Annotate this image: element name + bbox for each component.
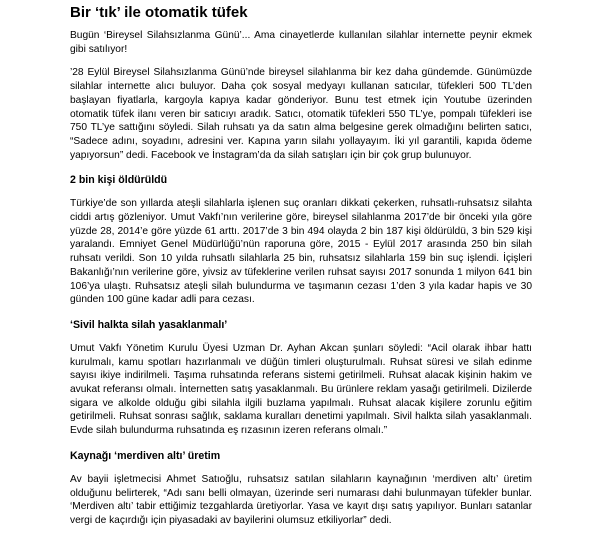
article-paragraph-1: ’28 Eylül Bireysel Silahsızlanma Günü’nde bireysel silahlanma bir kez daha gündemde. Günümüzde silahlar internette alıcı buluyor. Daha çok sosyal medyayı kullanan satıcılar, tüfekleri 500 TL’den başlayan fiyatlarla, kargoyla kapıya kadar gönderiyor. Bunu test etmek için Youtube üzerinden otomatik tüfek ilanı veren bir satıcıyı aradık. Satıcı, otomatik tüfekleri 550 TL’ye, pompalı tüfekleri ise 750 TL’ye sattığını söyledi. Silah ruhsatı ya da satın alma belgesine gerek olmadığını belirten satıcı, “Sadece adını, soyadını, adresini ver. Kapına yarın silahı yollayayım. İki yıl garantili, kapıda ödeme yapıyorsun” dedi. Facebook ve İnstagram’da da silah satışları için bir çok grup bulunuyor.	[70, 67, 532, 161]
section-heading-civilian-ban: ‘Sivil halkta silah yasaklanmalı’	[70, 318, 228, 331]
article-lead: Bugün ‘Bireysel Silahsızlanma Günü’... Ama cinayetlerde kullanılan silahlar internette peynir ekmek gibi satılıyor!	[70, 30, 532, 55]
article-paragraph-4: Av bayii işletmecisi Ahmet Satıoğlu, ruhsatsız satılan silahların kaynağının ‘merdiven altı’ üretim olduğunu belirterek, “Adı sanı belli olmayan, üzerinde seri numarası dahi bulunmayan tüfekler bunlar. ‘Merdiven altı’ tabir ettiğimiz tezgahlarda üretiyorlar. Yasa ve kayıt dışı satış yapılıyor. Bunları satanlar vergi de kaçırdığı için piyasadaki av bayilerini olumsuz etkiliyorlar” dedi.	[70, 473, 532, 526]
news-article	[70, 3, 532, 539]
section-heading-source: Kaynağı ‘merdiven altı’ üretim	[70, 449, 221, 462]
article-title: Bir ‘tık’ ile otomatik tüfek	[70, 4, 248, 21]
section-heading-casualties: 2 bin kişi öldürüldü	[70, 174, 168, 187]
article-paragraph-3: Umut Vakfı Yönetim Kurulu Üyesi Uzman Dr. Ayhan Akcan şunları söyledi: “Acil olarak ihbar hattı kurulmalı, kamu spotları hazırlanmalı ve düğün timleri oluşturulmalı. Ruhsat süresi ve silah edinme sayısı ikiye indirilmeli. Taşıma ruhsatında referans sistemi getirilmeli. Ruhsat alacak kişinin hakim ve avukat referansı olmalı. İnternetten satış yasaklanmalı. Bu ürünlere reklam yasağı getirilmeli. Dizilerde sigara ve alkolde olduğu gibi silahla ilgili buzlama yapılmalı. Ruhsat alacak kişilere zorunlu eğitim getirilmeli. Ruhsat sonrası sağlık, saklama kuralları denetimi yapılmalı. Sivil halkta silah yasaklanmalı. Evde silah bulundurma ruhsatında eş rızasının izeren referans olmalı.”	[70, 342, 532, 437]
article-paragraph-2: Türkiye’de son yıllarda ateşli silahlarla işlenen suç oranları dikkati çekerken, ruhsatlı-ruhsatsız silahta ciddi artış gözleniyor. Umut Vakfı’nın verilerine göre, bireysel silahlanma 2017’de bir önceki yıla göre yüzde 28, 2014’e göre yüzde 61 arttı. 2017’de 3 bin 494 olayda 2 bin 187 kişi öldürüldü, 3 bin 529 kişi yaralandı. Emniyet Genel Müdürlüğü’nün raporuna göre, 2015 - Eylül 2017 arasında 250 bin silah ruhsatı verildi. Son 10 yılda ruhsatlı silahlarla 25 bin, ruhsatsız silahlarla 159 bin suç işlendi. İçişleri Bakanlığı’nın verilerine göre, yivsiz av tüfeklerine verilen ruhsat sayısı 2017 sonunda 1 milyon 641 bin 106’ya ulaştı. Ruhsatsız ateşli silah bulundurma ve taşımanın cezası 1’den 3 yıla kadar hapis ve 30 günden 100 güne kadar adli para cezası.	[70, 198, 532, 306]
